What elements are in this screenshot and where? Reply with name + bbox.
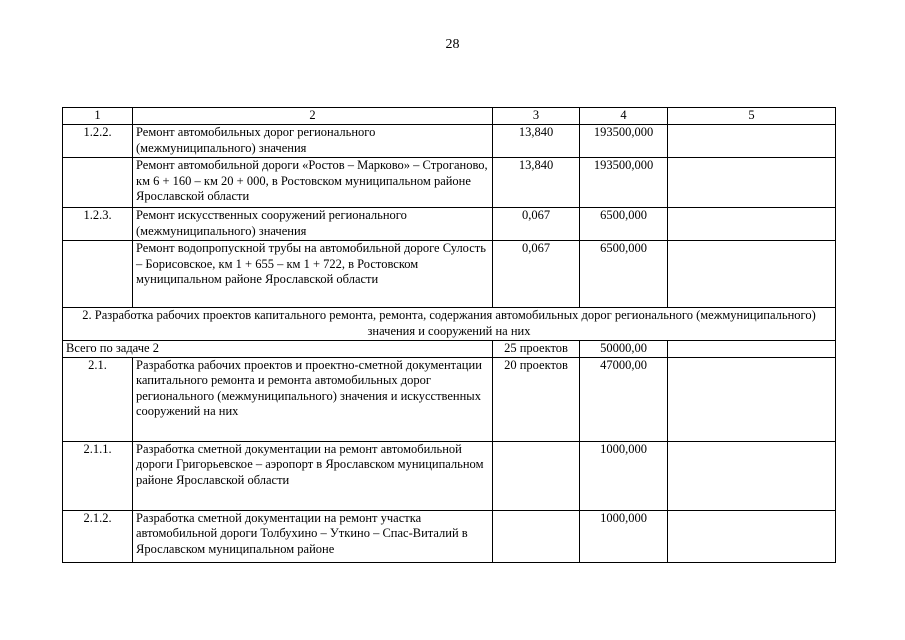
section-row	[63, 308, 836, 341]
row-description: Разработка сметной документации на ремонт автомобильной дороги Григорьевское – аэропорт в Ярославском муниципальном районе Ярославской области	[133, 441, 493, 510]
header-cell: 4	[580, 108, 668, 125]
total-value-4: 50000,00	[580, 341, 668, 358]
total-label: Всего по задаче 2	[63, 341, 493, 358]
table-row	[63, 241, 836, 308]
row-description: Ремонт автомобильных дорог регионального (межмуниципального) значения	[133, 125, 493, 158]
row-value-5	[668, 208, 836, 241]
row-value-3: 0,067	[493, 241, 580, 308]
row-value-4: 1000,000	[580, 441, 668, 510]
row-value-5	[668, 510, 836, 562]
header-row	[63, 108, 836, 125]
section-title: 2. Разработка рабочих проектов капитального ремонта, ремонта, содержания автомобильных дорог регионального (межмуниципального) значения и сооружений на них	[63, 308, 836, 341]
row-value-3: 13,840	[493, 158, 580, 208]
row-description: Ремонт автомобильной дороги «Ростов – Марково» – Строганово, км 6 + 160 – км 20 + 000, в Ростовском муниципальном районе Ярославской области	[133, 158, 493, 208]
table-row	[63, 441, 836, 510]
row-number: 1.2.2.	[63, 125, 133, 158]
row-value-4: 1000,000	[580, 510, 668, 562]
row-value-4: 193500,000	[580, 158, 668, 208]
row-value-4: 193500,000	[580, 125, 668, 158]
row-value-5	[668, 158, 836, 208]
header-cell: 1	[63, 108, 133, 125]
table-row	[63, 510, 836, 562]
row-value-5	[668, 241, 836, 308]
total-value-5	[668, 341, 836, 358]
row-number: 2.1.	[63, 357, 133, 441]
row-number: 2.1.2.	[63, 510, 133, 562]
row-value-4: 6500,000	[580, 208, 668, 241]
row-number: 2.1.1.	[63, 441, 133, 510]
table-row	[63, 208, 836, 241]
row-number	[63, 241, 133, 308]
row-description: Разработка рабочих проектов и проектно-сметной документации капитального ремонта и ремонта автомобильных дорог регионального (межмуниципального) значения и искусственных сооружений на них	[133, 357, 493, 441]
table-row	[63, 357, 836, 441]
row-value-5	[668, 441, 836, 510]
header-cell: 3	[493, 108, 580, 125]
row-value-4: 47000,00	[580, 357, 668, 441]
row-number	[63, 158, 133, 208]
row-value-5	[668, 357, 836, 441]
row-number: 1.2.3.	[63, 208, 133, 241]
row-value-4: 6500,000	[580, 241, 668, 308]
header-cell: 5	[668, 108, 836, 125]
row-description: Разработка сметной документации на ремонт участка автомобильной дороги Толбухино – Уткино – Спас-Виталий в Ярославском муниципальном районе	[133, 510, 493, 562]
row-description: Ремонт искусственных сооружений регионального (межмуниципального) значения	[133, 208, 493, 241]
header-cell: 2	[133, 108, 493, 125]
row-value-3: 0,067	[493, 208, 580, 241]
total-value-3: 25 проектов	[493, 341, 580, 358]
row-value-3: 13,840	[493, 125, 580, 158]
row-value-3	[493, 441, 580, 510]
row-value-3: 20 проектов	[493, 357, 580, 441]
row-description: Ремонт водопропускной трубы на автомобильной дороге Сулость – Борисовское, км 1 + 655 – км 1 + 722, в Ростовском муниципальном районе Ярославской области	[133, 241, 493, 308]
total-row	[63, 341, 836, 358]
table-row	[63, 125, 836, 158]
budget-table	[62, 107, 836, 563]
row-value-5	[668, 125, 836, 158]
page-number: 28	[445, 37, 460, 52]
row-value-3	[493, 510, 580, 562]
table-row	[63, 158, 836, 208]
